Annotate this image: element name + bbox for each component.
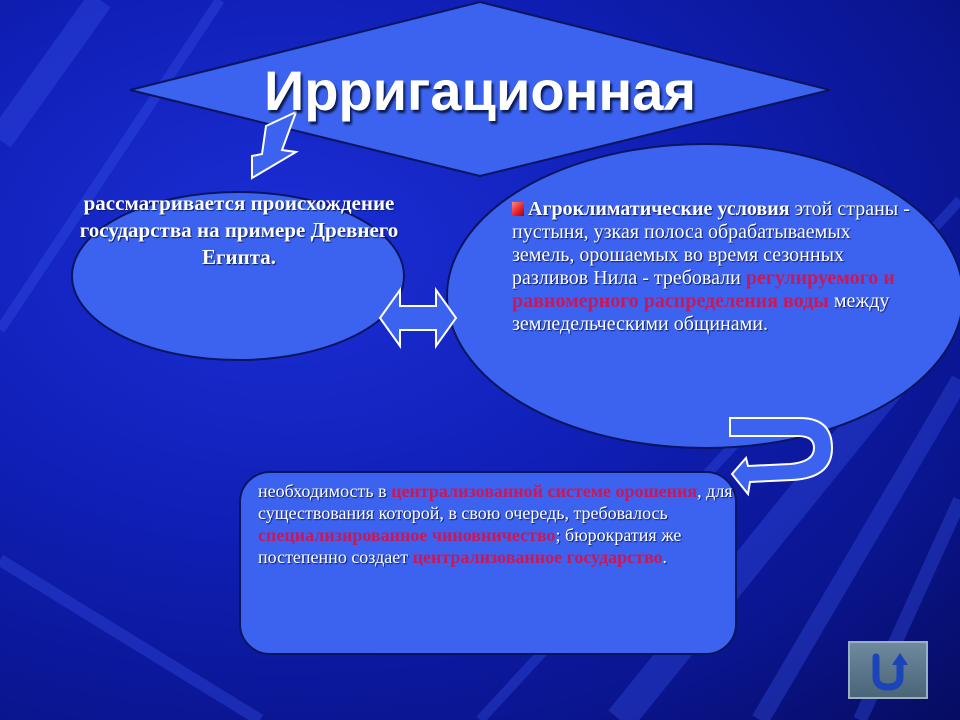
diagram-title: Ирригационная [263,59,697,122]
curved-arrow-icon [730,418,832,494]
right-text-2: между земледельческими общинами. [512,290,890,335]
left-ellipse-text: рассматривается происхождение государства на примере Древнего Египта. [79,191,399,269]
bottom-text-1: необходимость в [258,481,392,501]
return-button[interactable] [848,641,928,699]
bottom-box-text [258,480,734,568]
bottom-highlight-3: централизованное государство [412,547,663,567]
bottom-highlight-1: централизованной системе орошения [391,481,698,501]
right-highlight: регулируемого и равномерного распределения воды [512,267,895,312]
return-u-turn-icon [850,643,926,697]
bottom-text-2: , для существования которой, в свою очередь, требовалось [258,481,733,523]
right-ellipse-text [512,198,912,336]
right-text-1: этой страны - пустыня, узкая полоса обрабатываемых земель, орошаемых во время сезонных разливов Нила - требовали [512,198,910,289]
right-lead: Агроклиматические условия [528,198,790,220]
bottom-text-4: . [662,547,668,567]
bottom-highlight-2: специализированное чиновничество [258,525,556,545]
bottom-text-3: ; бюрократия же постепенно создает [258,525,682,567]
bullet-square-icon [512,202,524,216]
